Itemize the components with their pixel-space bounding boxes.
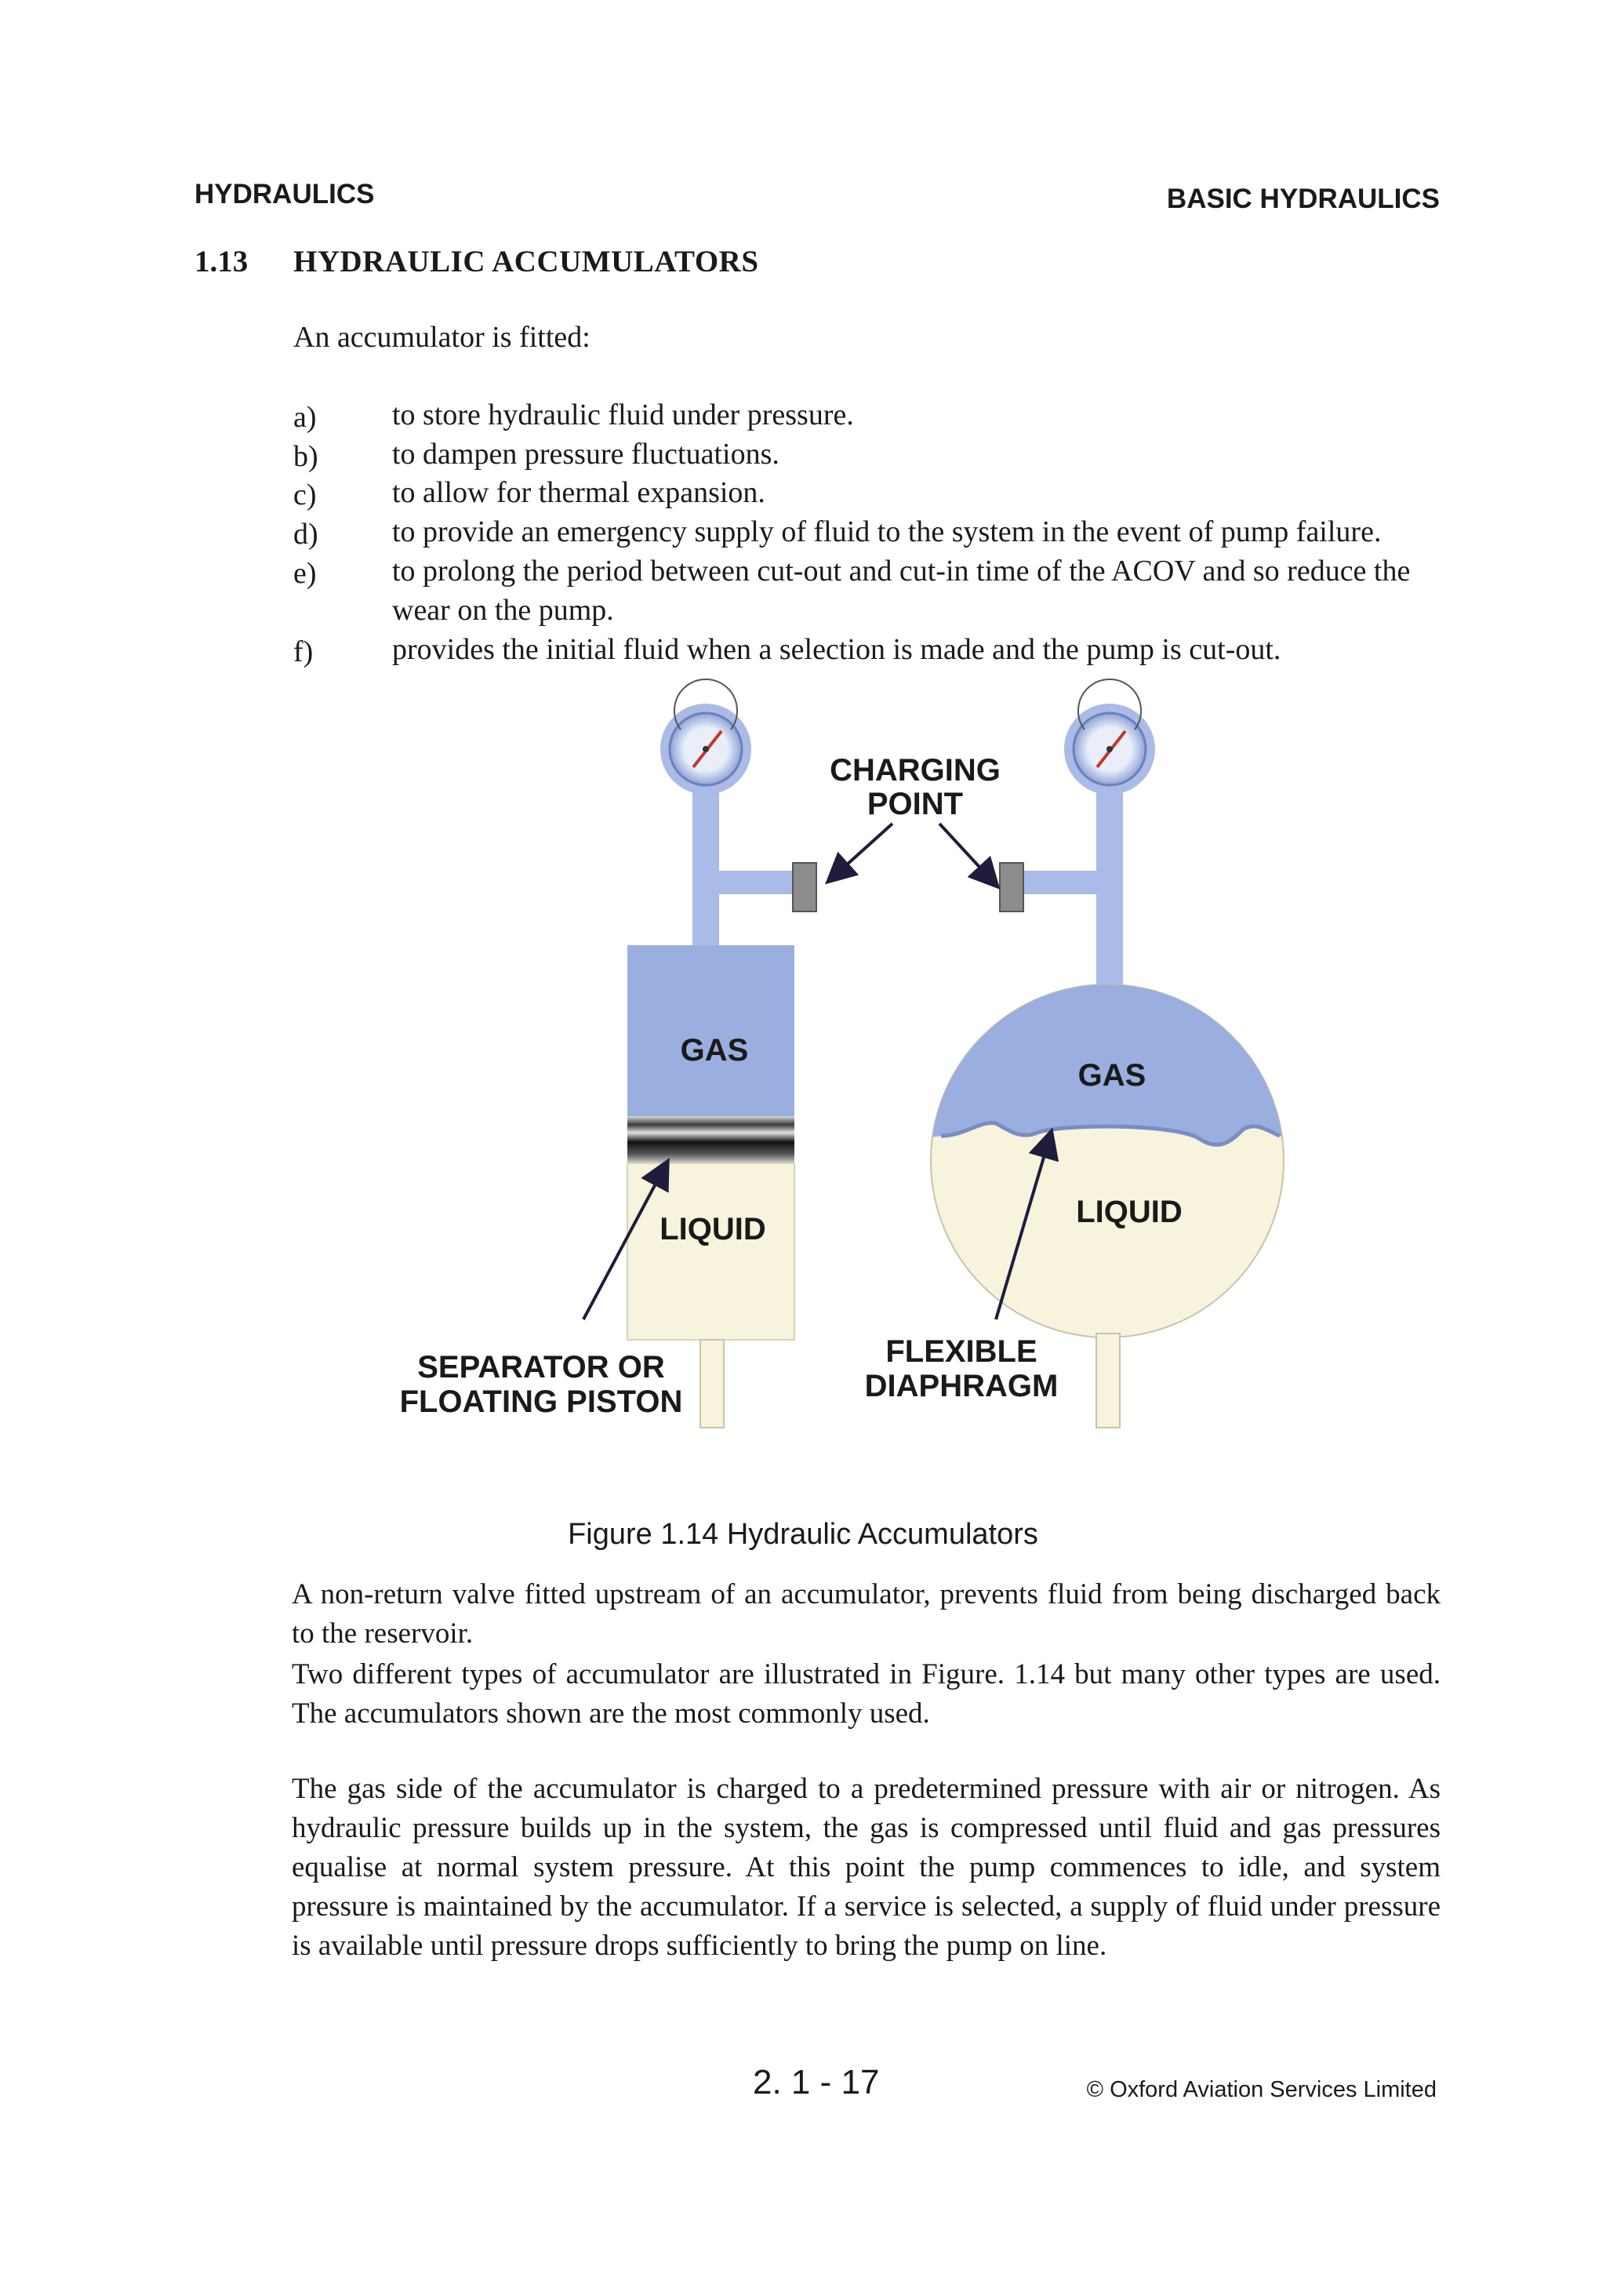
list-item: to store hydraulic fluid under pressure. [392,398,854,431]
paragraph: The gas side of the accumulator is charged to a predetermined pressure with air or nitrogen. As hydraulic pressure builds up in the system, the gas is compressed until fluid and gas pressures equalise at normal system pressure. At this point the pump commences to idle, and system pressure is maintained by the accumulator. If a service is selected, a supply of fluid under pressure is available until pressure drops sufficiently to bring the pump on line. [292,1773,1441,1962]
gas-chamber [627,945,794,1116]
outlet-pipe [700,1340,724,1428]
charging-arrow-right [939,824,996,885]
label-diaphragm: DIAPHRAGM [864,1369,1059,1403]
label-flexible: FLEXIBLE [885,1334,1037,1369]
list-letter: a) [293,401,317,434]
page-number: 2. 1 - 17 [753,2063,880,2101]
running-header-left: HYDRAULICS [194,179,375,209]
pipe [719,871,798,894]
pipe [1019,871,1098,894]
list-item: provides the initial fluid when a selection is made and the pump is cut-out. [392,633,1281,666]
paragraph: A non-return valve fitted upstream of an accumulator, prevents fluid from being discharged back to the reservoir. [292,1578,1441,1650]
list-item: to allow for thermal expansion. [392,476,765,509]
copyright-notice: © Oxford Aviation Services Limited [1086,2077,1437,2102]
paragraph: Two different types of accumulator are illustrated in Figure. 1.14 but many other types are used. The accumulators shown are the most commonly used. [292,1658,1441,1730]
pressure-gauge-right [1064,679,1155,795]
figure-caption: Figure 1.14 Hydraulic Accumulators [568,1518,1038,1551]
charging-arrow-left [830,824,892,880]
list-item: to prolong the period between cut-out and cut-in time of the ACOV and so reduce the wear on the pump. [392,555,1411,627]
section-title: HYDRAULIC ACCUMULATORS [293,245,759,278]
list-letter: d) [293,518,318,551]
list-letter: f) [293,635,314,668]
list-letter: e) [293,557,317,590]
list-item: to dampen pressure fluctuations. [392,438,779,471]
pressure-gauge-left [660,679,751,795]
label-charging: CHARGING [830,753,1001,788]
charging-valve [1000,863,1023,911]
label-liquid-right: LIQUID [1076,1195,1183,1229]
label-separator: SEPARATOR OR [417,1350,665,1385]
diaphragm-accumulator [925,679,1294,1428]
label-point: POINT [867,787,964,821]
section-number: 1.13 [194,245,249,278]
running-header-right: BASIC HYDRAULICS [1166,184,1440,214]
pipe [692,773,719,945]
label-gas-left: GAS [680,1033,749,1068]
list-letter: b) [293,440,318,473]
outlet-pipe [1096,1334,1120,1428]
label-gas-right: GAS [1077,1058,1146,1093]
list-letter: c) [293,478,317,511]
list-item: to provide an emergency supply of fluid to the system in the event of pump failure. [392,515,1382,548]
intro-text: An accumulator is fitted: [293,321,590,354]
charging-valve [793,863,816,911]
pipe [1096,773,1123,1008]
floating-piston [627,1116,794,1163]
label-floating-piston: FLOATING PISTON [399,1385,683,1419]
label-liquid-left: LIQUID [659,1212,766,1246]
